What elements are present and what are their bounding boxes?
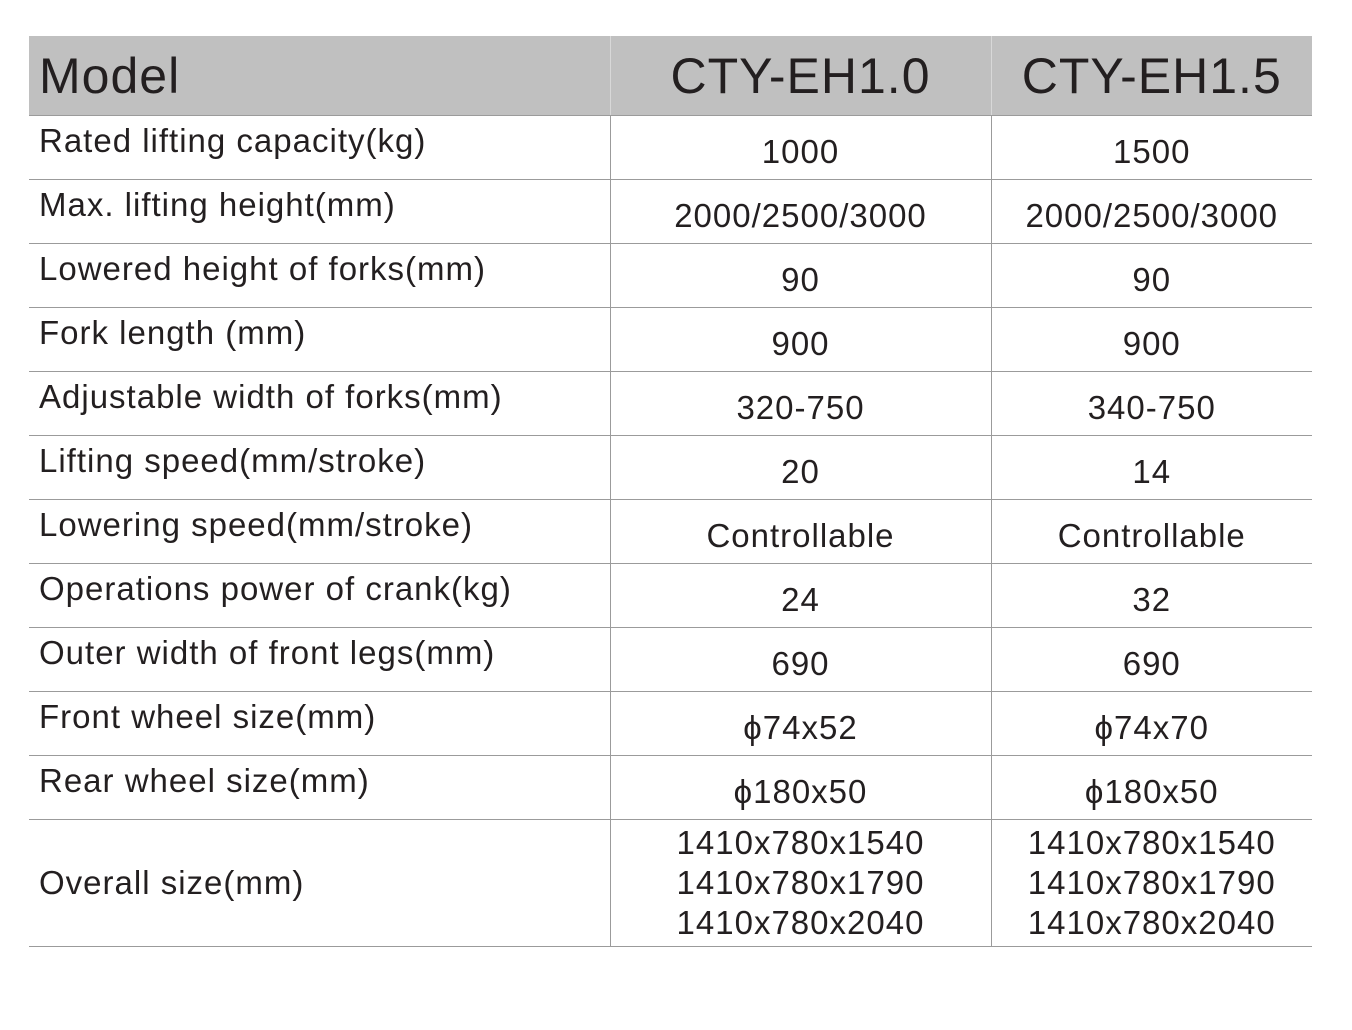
row-label-front-wheel-size: Front wheel size(mm) xyxy=(29,692,610,756)
table-row xyxy=(29,372,1312,436)
cell-value: 90 xyxy=(991,244,1312,308)
table-row xyxy=(29,244,1312,308)
row-label-rated-capacity: Rated lifting capacity(kg) xyxy=(29,116,610,180)
overall-size-line: 1410x780x2040 xyxy=(676,904,925,941)
overall-size-line: 1410x780x2040 xyxy=(1027,904,1276,941)
row-label-fork-length: Fork length (mm) xyxy=(29,308,610,372)
overall-size-line: 1410x780x1790 xyxy=(1027,864,1276,901)
overall-size-line: 1410x780x1790 xyxy=(676,864,925,901)
row-label-lifting-speed: Lifting speed(mm/stroke) xyxy=(29,436,610,500)
cell-value: 320-750 xyxy=(610,372,991,436)
row-label-front-legs-width: Outer width of front legs(mm) xyxy=(29,628,610,692)
cell-value: ϕ74x70 xyxy=(991,692,1312,756)
table-row xyxy=(29,564,1312,628)
table-row-overall-size xyxy=(29,820,1312,947)
cell-value: 900 xyxy=(610,308,991,372)
row-label-lowering-speed: Lowering speed(mm/stroke) xyxy=(29,500,610,564)
cell-overall-size-eh1-5 xyxy=(991,820,1312,947)
cell-value: 2000/2500/3000 xyxy=(610,180,991,244)
overall-size-line: 1410x780x1540 xyxy=(676,824,925,861)
overall-size-line: 1410x780x1540 xyxy=(1027,824,1276,861)
cell-value: 1000 xyxy=(610,116,991,180)
cell-value: ϕ74x52 xyxy=(610,692,991,756)
table-row xyxy=(29,436,1312,500)
cell-value: ϕ180x50 xyxy=(991,756,1312,820)
header-model-cty-eh1-0: CTY-EH1.0 xyxy=(610,36,991,116)
cell-value: 24 xyxy=(610,564,991,628)
table-row xyxy=(29,116,1312,180)
table-row xyxy=(29,756,1312,820)
row-label-rear-wheel-size: Rear wheel size(mm) xyxy=(29,756,610,820)
cell-value: Controllable xyxy=(991,500,1312,564)
cell-value: 690 xyxy=(610,628,991,692)
row-label-crank-power: Operations power of crank(kg) xyxy=(29,564,610,628)
cell-value: 900 xyxy=(991,308,1312,372)
cell-value: 90 xyxy=(610,244,991,308)
cell-overall-size-eh1-0 xyxy=(610,820,991,947)
cell-value: 14 xyxy=(991,436,1312,500)
header-model-label: Model xyxy=(29,36,610,116)
cell-value: 20 xyxy=(610,436,991,500)
table-row xyxy=(29,308,1312,372)
specification-table xyxy=(29,36,1312,947)
row-label-adjustable-width: Adjustable width of forks(mm) xyxy=(29,372,610,436)
cell-value: 340-750 xyxy=(991,372,1312,436)
table-row xyxy=(29,692,1312,756)
cell-value: 690 xyxy=(991,628,1312,692)
row-label-overall-size: Overall size(mm) xyxy=(29,820,610,947)
cell-value: 1500 xyxy=(991,116,1312,180)
table-header-row xyxy=(29,36,1312,116)
row-label-lowered-height: Lowered height of forks(mm) xyxy=(29,244,610,308)
table-row xyxy=(29,180,1312,244)
header-model-cty-eh1-5: CTY-EH1.5 xyxy=(991,36,1312,116)
cell-value: 32 xyxy=(991,564,1312,628)
cell-value: 2000/2500/3000 xyxy=(991,180,1312,244)
cell-value: Controllable xyxy=(610,500,991,564)
table-row xyxy=(29,500,1312,564)
cell-value: ϕ180x50 xyxy=(610,756,991,820)
table-row xyxy=(29,628,1312,692)
row-label-max-lifting-height: Max. lifting height(mm) xyxy=(29,180,610,244)
